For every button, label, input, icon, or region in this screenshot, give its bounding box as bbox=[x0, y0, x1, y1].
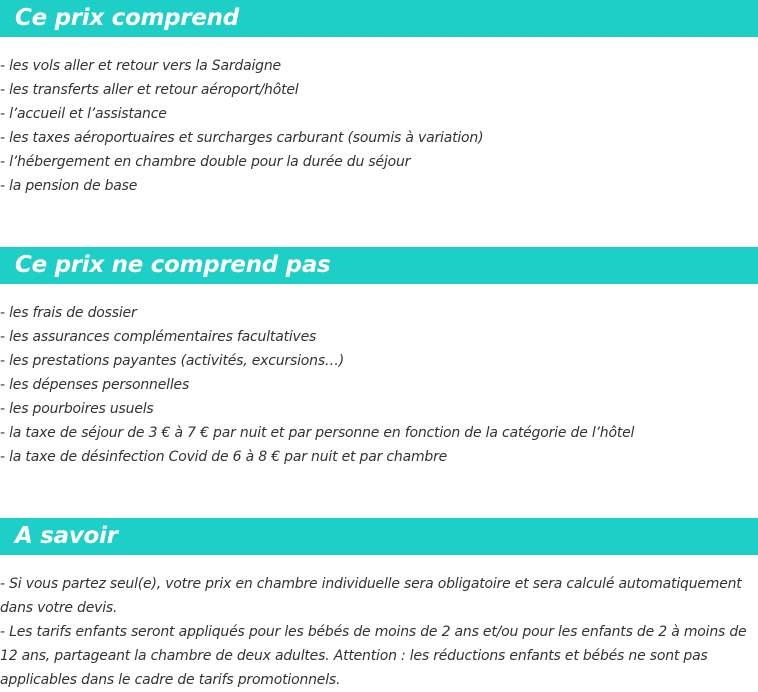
list-item: - les dépenses personnelles bbox=[0, 377, 190, 393]
info-paragraph: - Si vous partez seul(e), votre prix en chambre individuelle sera obligatoire et sera calculé automatiquement dans votre devis. bbox=[0, 576, 742, 616]
list-item: - les prestations payantes (activités, excursions…) bbox=[0, 353, 344, 369]
section-title-not-included: Ce prix ne comprend pas bbox=[15, 252, 331, 278]
section-title-included: Ce prix comprend bbox=[15, 5, 239, 31]
section-header-not-included bbox=[0, 247, 758, 284]
section-title-good-to-know: A savoir bbox=[15, 523, 118, 549]
included-list bbox=[0, 54, 758, 198]
list-item: - les pourboires usuels bbox=[0, 401, 154, 417]
good-to-know-content bbox=[0, 572, 752, 692]
list-item: - la pension de base bbox=[0, 178, 138, 194]
list-item: - les frais de dossier bbox=[0, 305, 137, 321]
list-item: - la taxe de séjour de 3 € à 7 € par nuit et par personne en fonction de la catégorie de l’hôtel bbox=[0, 425, 635, 441]
list-item: - l’hébergement en chambre double pour la durée du séjour bbox=[0, 154, 411, 170]
section-header-good-to-know bbox=[0, 518, 758, 555]
list-item: - les assurances complémentaires facultatives bbox=[0, 329, 317, 345]
section-header-included bbox=[0, 0, 758, 37]
list-item: - la taxe de désinfection Covid de 6 à 8 € par nuit et par chambre bbox=[0, 449, 448, 465]
list-item: - l’accueil et l’assistance bbox=[0, 106, 167, 122]
list-item: - les vols aller et retour vers la Sardaigne bbox=[0, 58, 281, 74]
list-item: - les taxes aéroportuaires et surcharges carburant (soumis à variation) bbox=[0, 130, 484, 146]
not-included-list bbox=[0, 301, 758, 469]
info-paragraph: - Les tarifs enfants seront appliqués pour les bébés de moins de 2 ans et/ou pour les enfants de 2 à moins de 12 ans, partageant la chambre de deux adultes. Attention : les réductions enfants et bébés ne sont pas applicables dans le cadre de tarifs promotionnels. bbox=[0, 624, 747, 688]
list-item: - les transferts aller et retour aéroport/hôtel bbox=[0, 82, 299, 98]
